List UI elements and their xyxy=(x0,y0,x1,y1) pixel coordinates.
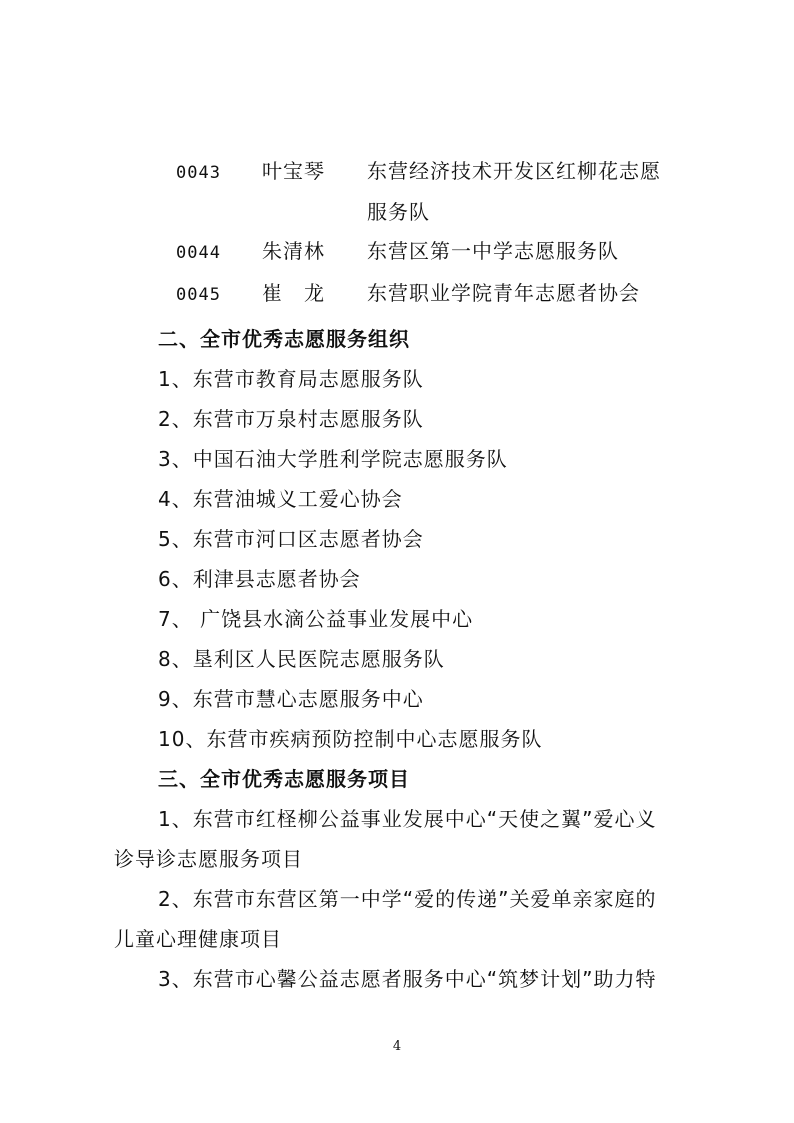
roster-organization: 东营职业学院青年志愿者协会 xyxy=(367,281,640,305)
list-item: 2、东营市万泉村志愿服务队 xyxy=(158,407,424,431)
list-item: 5、东营市河口区志愿者协会 xyxy=(158,527,424,551)
section-heading: 二、全市优秀志愿服务组织 xyxy=(158,327,410,351)
list-item: 2、东营市东营区第一中学“爱的传递”关爱单亲家庭的 xyxy=(158,887,657,911)
roster-name: 朱清林 xyxy=(262,239,325,263)
page-number: 4 xyxy=(392,1039,402,1054)
roster-organization: 东营经济技术开发区红柳花志愿 xyxy=(367,159,661,183)
list-item: 6、利津县志愿者协会 xyxy=(158,567,361,591)
roster-organization: 东营区第一中学志愿服务队 xyxy=(367,239,619,263)
roster-code: 0043 xyxy=(176,163,221,183)
list-item: 7、 广饶县水滴公益事业发展中心 xyxy=(158,607,474,631)
roster-organization-continued: 服务队 xyxy=(367,200,430,224)
list-item: 1、东营市红柽柳公益事业发展中心“天使之翼”爱心义 xyxy=(158,807,657,831)
section-heading: 三、全市优秀志愿服务项目 xyxy=(158,767,410,791)
list-item: 3、中国石油大学胜利学院志愿服务队 xyxy=(158,447,508,471)
list-item: 10、东营市疾病预防控制中心志愿服务队 xyxy=(158,727,543,751)
list-item: 4、东营油城义工爱心协会 xyxy=(158,487,403,511)
list-item: 8、垦利区人民医院志愿服务队 xyxy=(158,647,445,671)
list-item: 1、东营市教育局志愿服务队 xyxy=(158,367,424,391)
roster-code: 0045 xyxy=(176,285,221,305)
list-item: 9、东营市慧心志愿服务中心 xyxy=(158,687,424,711)
list-item: 3、东营市心馨公益志愿者服务中心“筑梦计划”助力特 xyxy=(158,967,657,991)
list-item-continued: 诊导诊志愿服务项目 xyxy=(114,847,303,871)
list-item-continued: 儿童心理健康项目 xyxy=(114,927,282,951)
roster-name: 叶宝琴 xyxy=(262,159,325,183)
roster-code: 0044 xyxy=(176,243,221,263)
roster-name: 崔 龙 xyxy=(262,281,325,305)
